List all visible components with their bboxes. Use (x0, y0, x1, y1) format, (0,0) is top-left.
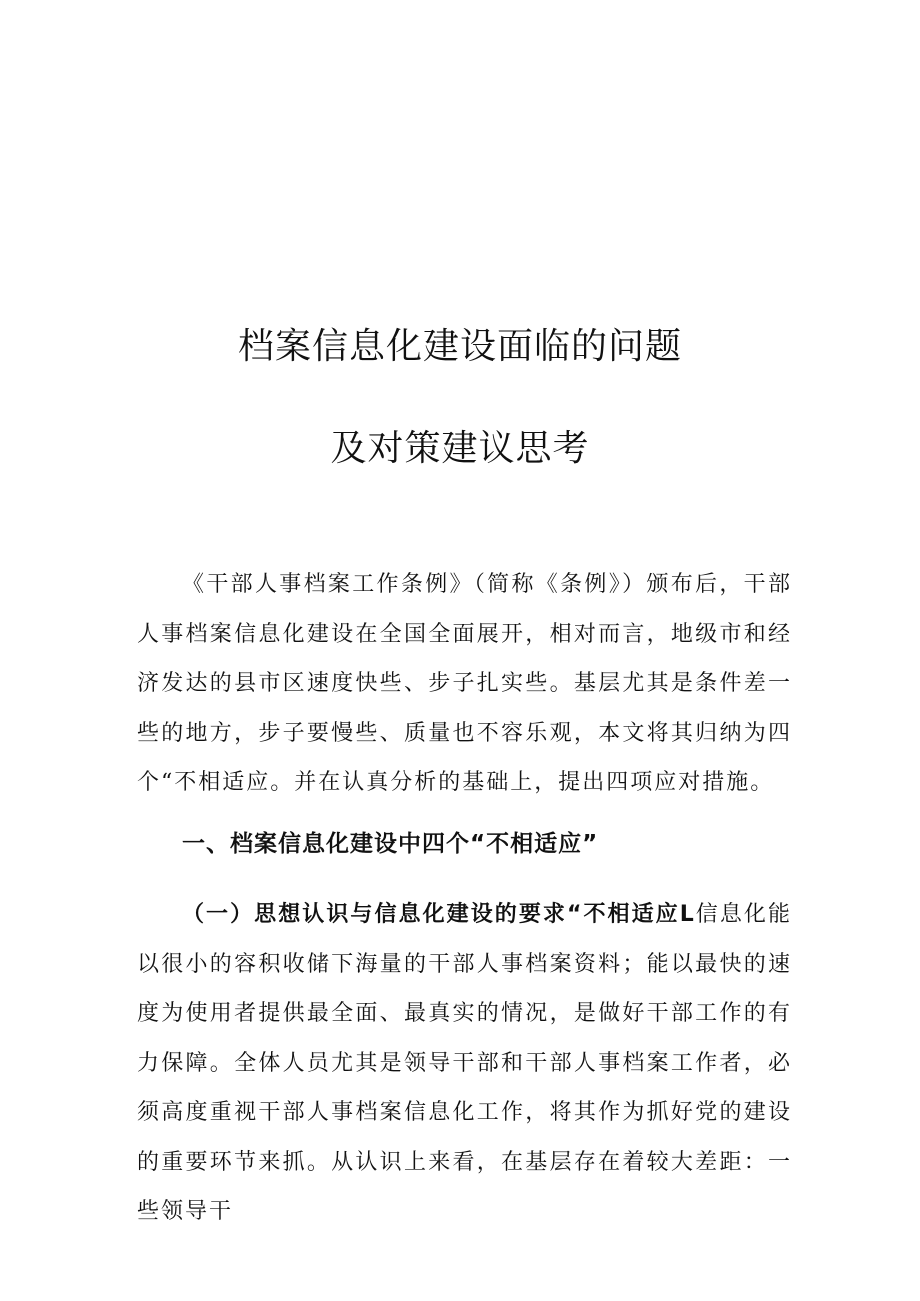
subsection-paragraph-1 (137, 890, 792, 1237)
subsection-body-1: 信息化能以很小的容积收储下海量的干部人事档案资料；能以最快的速度为使用者提供最全面、最真实的情况，是做好干部工作的有力保障。全体人员尤其是领导干部和干部人事档案工作者，必须高度重视干部人事档案信息化工作，将其作为抓好党的建设的重要环节来抓。从认识上来看，在基层存在着较大差距：一些领导干 (137, 902, 792, 1224)
document-title-line-2: 及对策建议思考 (330, 428, 590, 469)
subsection-heading-1: （一）思想认识与信息化建设的要求“不相适应L (182, 902, 696, 927)
intro-paragraph: 《干部人事档案工作条例》（简称《条例》）颁布后，干部人事档案信息化建设在全国全面展开，相对而言，地级市和经济发达的县市区速度快些、步子扎实些。基层尤其是条件差一些的地方，步子要慢些、质量也不容乐观，本文将其归纳为四个“不相适应。并在认真分析的基础上，提出四项应对措施。 (137, 572, 792, 795)
section-heading-1: 一、档案信息化建设中四个“不相适应” (182, 831, 599, 857)
document-title-line-1: 档案信息化建设面临的问题 (237, 326, 682, 367)
